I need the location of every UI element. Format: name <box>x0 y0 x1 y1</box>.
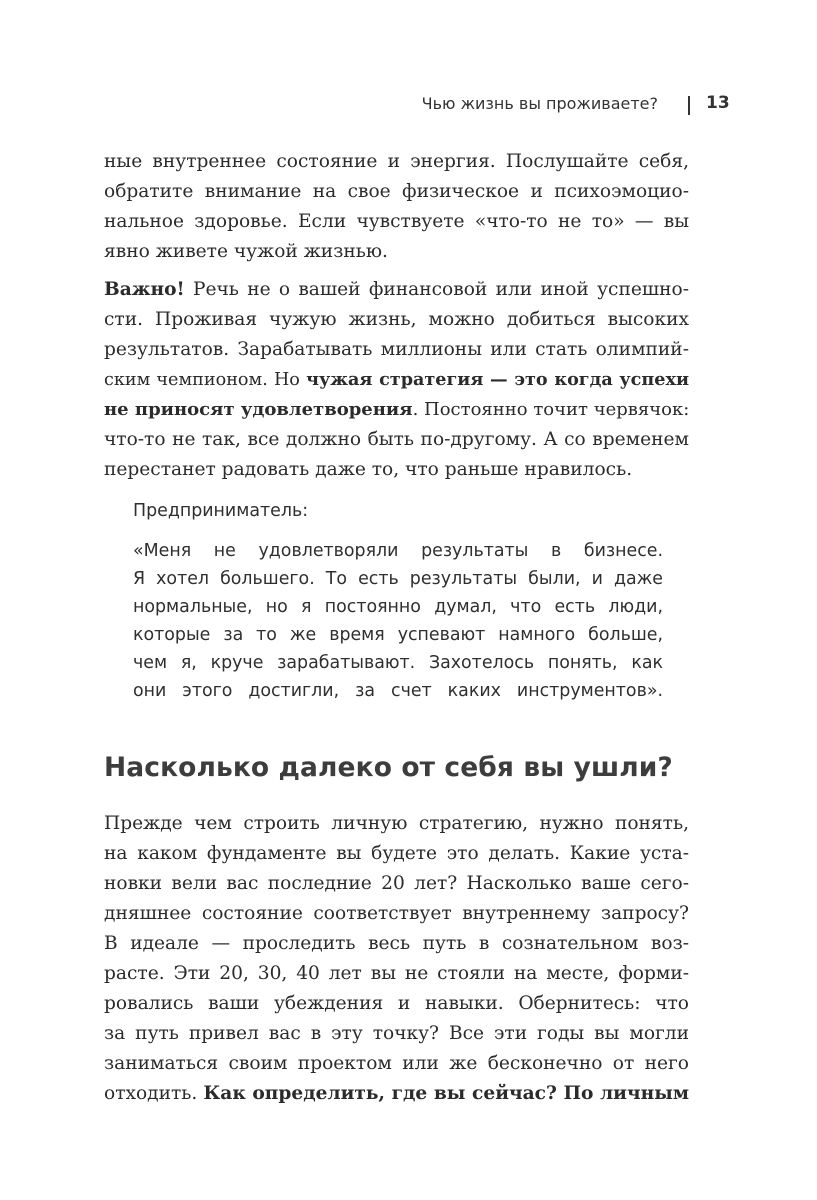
text-line: сти. Проживая чужую жизнь, можно добиться высоких <box>104 309 689 330</box>
text-line: перестанет радовать даже то, что раньше нравилось. <box>104 459 633 480</box>
text-line: на каком фундаменте вы будете это делать. Какие уста- <box>104 843 689 864</box>
text-line: дняшнее состояние соответствует внутреннему запросу? <box>104 903 689 924</box>
text-line: новки вели вас последние 20 лет? Насколько ваше сего- <box>104 873 689 894</box>
text-line: ные внутреннее состояние и энергия. Послушайте себя, <box>104 151 689 172</box>
text-line: за путь привел вас в эту точку? Все эти годы вы могли <box>104 1023 689 1044</box>
text-line: результатов. Зарабатывать миллионы или стать олимпий- <box>104 339 689 360</box>
text-line: что-то не так, все должно быть по-другому. А со временем <box>104 429 689 450</box>
header-separator <box>688 96 690 115</box>
text-line: отходить. Как определить, где вы сейчас? По личным <box>104 1083 689 1104</box>
bold-phrase: Как определить, где вы сейчас? По личным <box>203 1083 689 1104</box>
quote-line: они этого достигли, за счет каких инструментов». <box>133 681 663 701</box>
bold-phrase: не приносят удовлетворения <box>104 399 413 420</box>
text-line: обратите внимание на свое физическое и психоэмоцио- <box>104 181 689 202</box>
text-line: расте. Эти 20, 30, 40 лет вы не стояли на месте, форми- <box>104 963 689 984</box>
text-line: В идеале — проследить весь путь в сознательном воз- <box>104 933 689 954</box>
text-line: ским чемпионом. Но чужая стратегия — это когда успехи <box>104 369 690 390</box>
text-line: заниматься своим проектом или же бесконечно от него <box>104 1053 689 1074</box>
text-line: явно живете чужой жизнью. <box>104 241 388 262</box>
running-header <box>0 92 740 122</box>
running-title: Чью жизнь вы проживаете? <box>421 94 658 113</box>
quote-line: которые за то же время успевают намного больше, <box>133 625 663 645</box>
quote-line: «Меня не удовлетворяли результаты в бизнесе. <box>133 541 663 561</box>
text-line: ровались ваши убеждения и навыки. Обернитесь: что <box>104 993 689 1014</box>
quote-line: Я хотел большего. То есть результаты были, и даже <box>133 569 663 589</box>
text-line: Важно! Речь не о вашей финансовой или иной успешно- <box>104 279 689 300</box>
quote-speaker: Предприниматель: <box>133 501 309 521</box>
quote-line: нормальные, но я постоянно думал, что есть люди, <box>133 597 663 617</box>
text-line: нальное здоровье. Если чувствуете «что-то не то» — вы <box>104 211 689 232</box>
text-line: не приносят удовлетворения. Постоянно точит червячок: <box>104 399 690 420</box>
bold-phrase: чужая стратегия — это когда успехи <box>306 369 690 390</box>
section-heading: Насколько далеко от себя вы ушли? <box>104 752 673 783</box>
emphasis-important: Важно! <box>104 279 185 300</box>
quote-line: чем я, круче зарабатывают. Захотелось понять, как <box>133 653 663 673</box>
text-line: Прежде чем строить личную стратегию, нужно понять, <box>104 813 689 834</box>
page-number: 13 <box>706 93 730 113</box>
